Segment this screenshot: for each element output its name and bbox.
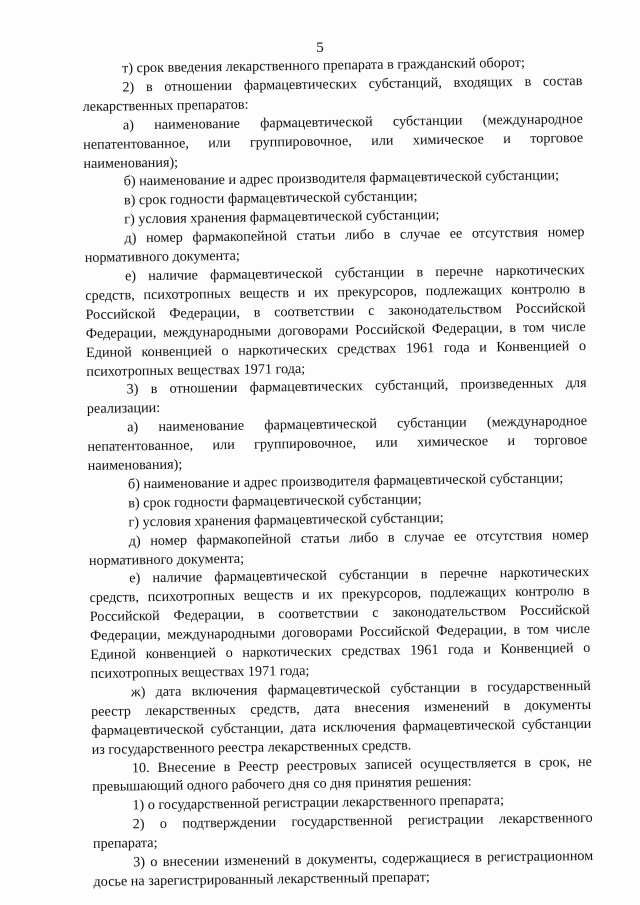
- paragraph: 2) о подтверждении государственной регистрации лекарственного препарата;: [92, 810, 593, 853]
- paragraph: д) номер фармакопейной статьи либо в случае ее отсутствия номер нормативного документа;: [88, 526, 589, 569]
- paragraph: в) срок годности фармацевтической субстанции;: [128, 491, 422, 512]
- paragraph: 10. Внесение в Реестр реестровых записей осуществляется в срок, не превышающий одного рабочего дня со дня принятия решения:: [92, 753, 592, 796]
- document-body: [82, 53, 594, 892]
- paragraph: д) номер фармакопейной статьи либо в случае ее отсутствия номер нормативного документа;: [84, 224, 585, 267]
- paragraph: а) наименование фармацевтической субстанции (международное непатентованное, или группировочное, или химическое и торговое наименования);: [83, 110, 584, 172]
- paragraph: 3) о внесении изменений в документы, содержащиеся в регистрационном досье на зарегистрированный лекарственный препарат;: [93, 848, 594, 890]
- paragraph: 1) о государственной регистрации лекарственного препарата;: [132, 792, 505, 814]
- page-number: 5: [316, 40, 324, 56]
- paragraph: 3) в отношении фармацевтических субстанций, произведенных для реализации:: [86, 375, 587, 418]
- paragraph: т) срок введения лекарственного препарата в гражданский оборот;: [122, 54, 525, 77]
- paragraph: е) наличие фармацевтической субстанции в перечне наркотических средств, психотропных веществ и их прекурсоров, подлежащих контролю в Российской Федерации, в соответствии с законодательством Российской Федерации, международными договорами Российской Федерации, в том числе Единой конвенцией о наркотических средствах 1961 года и Конвенцией о психотропных веществах 1971 года;: [89, 564, 591, 682]
- paragraph: б) наименование и адрес производителя фармацевтической субстанции;: [127, 470, 564, 493]
- paragraph: ж) дата включения фармацевтической субстанции в государственный реестр лекарственных средств, дата внесения изменений в документы фармацевтической субстанции, дата исключения фармацевтической субстанции из государственного реестра лекарственных средств.: [90, 677, 592, 758]
- paragraph: г) условия хранения фармацевтической субстанции;: [128, 509, 444, 531]
- paragraph: б) наименование и адрес производителя фармацевтической субстанции;: [123, 167, 560, 190]
- paragraph: а) наименование фармацевтической субстанции (международное непатентованное, или группировочное, или химическое и торговое наименования);: [87, 413, 588, 474]
- paragraph: е) наличие фармацевтической субстанции в перечне наркотических средств, психотропных веществ и их прекурсоров, подлежащих контролю в Российской Федерации, в соответствии с законодательством Российской Федерации, международными договорами Российской Федерации, в том числе Единой конвенцией о наркотических средствах 1961 года и Конвенцией о психотропных веществах 1971 года;: [85, 261, 587, 380]
- paragraph: г) условия хранения фармацевтической субстанции;: [124, 207, 440, 228]
- paragraph: 2) в отношении фармацевтических субстанций, входящих в состав лекарственных препаратов:: [82, 72, 583, 115]
- paragraph: в) срок годности фармацевтической субстанции;: [123, 188, 418, 209]
